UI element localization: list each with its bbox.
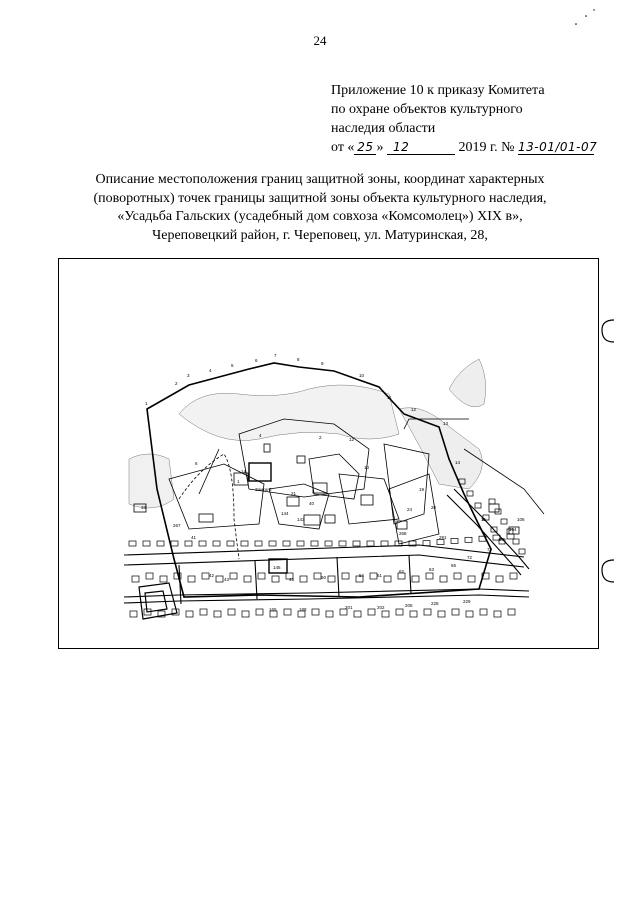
house — [314, 573, 321, 579]
house — [354, 611, 361, 617]
date-day-suffix: » — [376, 140, 384, 155]
map-frame — [58, 258, 599, 649]
house — [468, 576, 475, 582]
historic-boundary-line — [179, 454, 239, 559]
cadastral-map — [59, 259, 600, 650]
parcel-label: 19 — [419, 487, 425, 492]
boundary-point-number: 15 — [481, 517, 487, 522]
house — [242, 611, 249, 617]
house — [382, 611, 389, 617]
house — [213, 541, 220, 546]
parcel-label: 42 — [209, 573, 215, 578]
house — [129, 541, 136, 546]
parcel-label: 268 — [399, 531, 407, 536]
house — [480, 609, 487, 615]
parcel-label: 202 — [377, 605, 385, 610]
parcel-label: 104 — [509, 527, 517, 532]
house — [437, 540, 444, 545]
house — [507, 534, 514, 539]
parcel-label: 145 — [273, 565, 281, 570]
appendix-date-line — [331, 138, 621, 157]
parcel-label: 12 — [349, 437, 355, 442]
parcel-label: 20 — [431, 505, 437, 510]
house — [501, 519, 507, 524]
title-line-2: (поворотных) точек границы защитной зоны объекта культурного наследия, — [93, 190, 547, 206]
house — [466, 611, 473, 617]
order-number: 13-01/01-07 — [517, 140, 598, 154]
parcel-label: 21 — [291, 491, 297, 496]
title-line-3: «Усадьба Гальских (усадебный дом совхоза «Комсомолец») XIX в», — [117, 209, 523, 224]
boundary-point-number: 4 — [209, 368, 212, 373]
house — [451, 538, 458, 543]
house — [300, 576, 307, 582]
house — [467, 491, 473, 496]
scan-specks — [570, 6, 600, 30]
parcel-label: 14 — [241, 469, 247, 474]
house — [241, 541, 248, 546]
appendix-line-3: наследия области — [331, 121, 436, 136]
house — [227, 541, 234, 546]
document-title — [40, 171, 600, 245]
house — [258, 573, 265, 579]
house — [143, 541, 150, 546]
roads — [124, 489, 529, 604]
parcel-label: 41 — [191, 535, 197, 540]
parcel-label: 201 — [345, 605, 353, 610]
parcel-label: 165 — [269, 607, 277, 612]
parcel-label: 72 — [467, 555, 473, 560]
house — [353, 541, 360, 546]
house — [495, 509, 501, 514]
house — [200, 609, 207, 615]
house — [199, 541, 206, 546]
house — [171, 541, 178, 546]
house — [284, 609, 291, 615]
house — [367, 541, 374, 546]
binder-hole-bottom — [600, 558, 620, 586]
parcel-label: 106 — [517, 517, 525, 522]
boundary-point-number: 8 — [297, 357, 300, 362]
house — [339, 541, 346, 546]
parcel-label: 229 — [463, 599, 471, 604]
page-number: 24 — [313, 33, 327, 48]
parcel-label: 54 — [359, 573, 365, 578]
parcel-label: 144 — [281, 511, 289, 516]
parcel-label: 45 — [289, 577, 295, 582]
parcel-label: 61 — [377, 573, 383, 578]
house — [160, 576, 167, 582]
parcel-label: 4 — [259, 433, 262, 438]
house — [132, 576, 139, 582]
date-day: 25 — [354, 140, 376, 155]
parcel-label: 188 — [299, 607, 307, 612]
binder-hole-top — [600, 318, 620, 346]
house — [214, 611, 221, 617]
house — [496, 576, 503, 582]
house — [255, 541, 262, 546]
house — [146, 573, 153, 579]
boundary-point-number: 13 — [443, 421, 449, 426]
house — [244, 576, 251, 582]
parcel-label: 6 — [195, 461, 198, 466]
house — [272, 576, 279, 582]
house — [410, 611, 417, 617]
house — [228, 609, 235, 615]
date-month: 12 — [387, 140, 455, 155]
boundary-point-number: 12 — [411, 407, 417, 412]
house — [396, 609, 403, 615]
house — [311, 541, 318, 546]
house — [440, 576, 447, 582]
appendix-line-1: Приложение 10 к приказу Комитета — [331, 83, 545, 98]
house — [452, 609, 459, 615]
house — [465, 537, 472, 542]
parcel-label: 40 — [309, 501, 315, 506]
boundary-point-number: 11 — [387, 395, 392, 400]
appendix-header — [331, 81, 621, 157]
date-prefix: от « — [331, 140, 355, 155]
building-label: Замок 8 — [255, 487, 272, 492]
boundary-point-number: 3 — [187, 373, 190, 378]
house — [157, 541, 164, 546]
house — [216, 576, 223, 582]
house — [489, 499, 495, 504]
house — [513, 539, 519, 544]
boundary-point-number: 10 — [359, 373, 365, 378]
house — [328, 576, 335, 582]
parcel-label: 80 — [499, 537, 505, 542]
house — [186, 611, 193, 617]
boundary-point-number: 6 — [255, 358, 258, 363]
parcel-label: 65 — [451, 563, 457, 568]
house — [494, 611, 501, 617]
parcel-label: 62 — [399, 569, 405, 574]
house — [412, 576, 419, 582]
parcel-label: 50 — [321, 575, 327, 580]
parcel-label: 291 — [439, 535, 447, 540]
house — [185, 541, 192, 546]
parcel-label: 267 — [173, 523, 181, 528]
house — [370, 573, 377, 579]
parcel-label: 63 — [429, 567, 435, 572]
boundary-point-number: 9 — [321, 361, 324, 366]
parcel-label: 13 — [364, 465, 370, 470]
parcel-label: 73 — [487, 547, 493, 552]
house — [368, 609, 375, 615]
date-year: 2019 г. № — [458, 140, 515, 155]
house — [426, 573, 433, 579]
parcel-label: 205 — [405, 603, 413, 608]
house — [188, 576, 195, 582]
boundary-point-number: 5 — [231, 363, 234, 368]
boundary-point-number: 7 — [274, 353, 277, 358]
house — [202, 573, 209, 579]
boundary-point-number: 2 — [175, 381, 178, 386]
house — [325, 541, 332, 546]
house — [269, 541, 276, 546]
title-line-4: Череповецкий район, г. Череповец, ул. Матуринская, 28, — [152, 227, 488, 243]
house — [508, 609, 515, 615]
title-line-1: Описание местоположения границ защитной зоны, координат характерных — [95, 172, 545, 187]
parcel-label: 43 — [224, 577, 230, 582]
house — [510, 573, 517, 579]
house — [130, 611, 137, 617]
house — [454, 573, 461, 579]
parcel-label: 143 — [297, 517, 305, 522]
house — [230, 573, 237, 579]
house — [438, 611, 445, 617]
house — [297, 541, 304, 546]
house — [519, 549, 525, 554]
appendix-line-2: по охране объектов культурного — [331, 102, 523, 117]
house — [381, 541, 388, 546]
house — [256, 609, 263, 615]
house — [384, 576, 391, 582]
house — [283, 541, 290, 546]
house — [475, 503, 481, 508]
parcel-label: 24 — [407, 507, 413, 512]
boundary-point-number: 14 — [455, 460, 461, 465]
parcel-label: 1 — [237, 479, 240, 484]
boundary-point-number: 1 — [145, 401, 148, 406]
house — [326, 611, 333, 617]
parcel-label: 2 — [319, 435, 322, 440]
parcel-label: 33 — [141, 505, 147, 510]
house — [424, 609, 431, 615]
house — [342, 573, 349, 579]
house — [312, 609, 319, 615]
parcel-label: 228 — [431, 601, 439, 606]
house — [423, 541, 430, 546]
